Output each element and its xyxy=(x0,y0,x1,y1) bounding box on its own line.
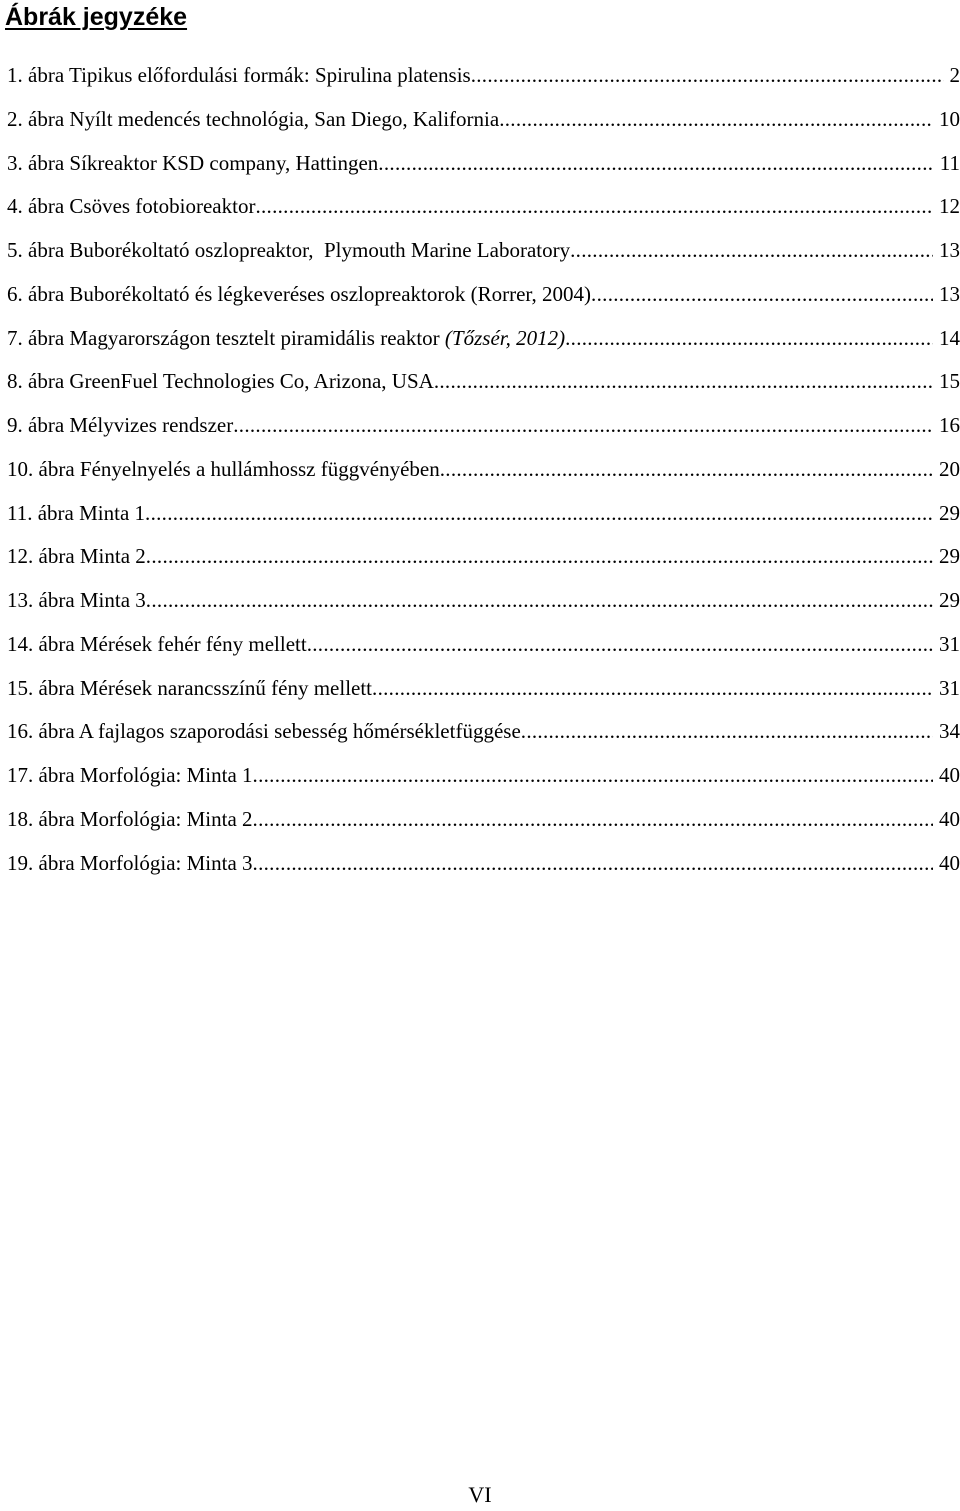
figure-number: 9. xyxy=(7,413,23,437)
figure-label: ábra Buborékoltató és légkeveréses oszlopreaktorok (Rorrer, 2004) xyxy=(28,281,592,306)
figure-page-number: 11 xyxy=(939,150,960,175)
dot-leader xyxy=(146,543,933,569)
figure-page-number: 29 xyxy=(939,500,960,525)
figure-entry[interactable] xyxy=(7,150,960,194)
figure-page-number: 40 xyxy=(939,850,960,875)
figure-page-number: 12 xyxy=(939,194,960,219)
figure-label: ábra Nyílt medencés technológia, San Diego, Kalifornia xyxy=(28,106,500,131)
figure-entry[interactable] xyxy=(7,806,960,850)
figure-number: 14. xyxy=(7,631,34,656)
figure-label: ábra Síkreaktor KSD company, Hattingen xyxy=(28,150,379,175)
figure-number: 15. xyxy=(7,675,34,700)
figure-label: ábra Morfológia: Minta 1 xyxy=(38,763,253,787)
dot-leader xyxy=(145,500,933,526)
figure-label: ábra Mérések narancsszínű fény mellett xyxy=(38,675,373,700)
figure-label: ábra Minta 3 xyxy=(38,588,146,612)
figure-entry[interactable] xyxy=(7,412,960,456)
dot-leader xyxy=(378,150,933,176)
figure-number: 6. xyxy=(7,281,23,306)
figure-label: ábra Minta 1 xyxy=(37,500,146,525)
page-number-footer: VI xyxy=(468,1482,492,1507)
figure-label: ábra Fényelnyelés a hullámhossz függvényében xyxy=(38,456,440,481)
figure-entry[interactable] xyxy=(7,500,960,544)
figure-number: 2. xyxy=(7,106,23,131)
figure-entry-title xyxy=(7,718,521,744)
figure-page-number: 31 xyxy=(939,675,960,700)
figure-number: 11. xyxy=(7,500,33,525)
dot-leader xyxy=(440,456,933,482)
dot-leader xyxy=(565,325,933,351)
figure-number: 5. xyxy=(7,238,23,262)
figure-label: ábra Csöves fotobioreaktor xyxy=(28,194,256,219)
figure-entry[interactable] xyxy=(7,281,960,325)
figure-number: 3. xyxy=(7,150,23,175)
dot-leader xyxy=(372,675,933,701)
figure-page-number: 34 xyxy=(939,719,960,744)
dot-leader xyxy=(471,62,944,88)
figure-label: ábra Buborékoltató oszlopreaktor, Plymouth Marine Laboratory xyxy=(28,238,571,262)
figure-page-number: 40 xyxy=(939,806,960,831)
figure-entry[interactable] xyxy=(7,543,960,587)
dot-leader xyxy=(146,587,933,613)
dot-leader xyxy=(434,368,933,394)
figure-entry[interactable] xyxy=(7,762,960,806)
figure-entry-title xyxy=(7,368,434,394)
figure-page-number: 29 xyxy=(939,588,960,612)
figure-entry[interactable] xyxy=(7,325,960,369)
figure-entry[interactable] xyxy=(7,850,960,894)
figure-entry[interactable] xyxy=(7,368,960,412)
figure-entry-title xyxy=(7,62,471,88)
dot-leader xyxy=(253,850,933,876)
figure-number: 8. xyxy=(7,369,23,394)
figure-entry[interactable] xyxy=(7,456,960,500)
list-of-figures-heading: Ábrák jegyzéke xyxy=(5,3,188,31)
dot-leader xyxy=(307,631,933,657)
figure-entry-title xyxy=(7,237,570,263)
figure-page-number: 31 xyxy=(939,631,960,656)
figure-page-number: 2 xyxy=(949,63,960,87)
figure-page-number: 10 xyxy=(939,106,960,131)
figure-entry[interactable] xyxy=(7,718,960,762)
figure-page-number: 16 xyxy=(939,413,960,437)
figure-number: 19. xyxy=(7,850,34,875)
figure-entry[interactable] xyxy=(7,62,960,106)
figure-number: 13. xyxy=(7,588,34,612)
figure-label: ábra GreenFuel Technologies Co, Arizona, USA xyxy=(28,369,434,394)
figure-page-number: 13 xyxy=(939,238,960,262)
figure-entry-title xyxy=(7,150,378,176)
figure-page-number: 29 xyxy=(939,544,960,569)
figure-entry-title xyxy=(7,806,253,832)
figure-page-number: 40 xyxy=(939,763,960,787)
dot-leader xyxy=(253,762,933,788)
figure-entry-title xyxy=(7,106,499,132)
figure-entry-title xyxy=(7,631,307,657)
dot-leader xyxy=(521,718,933,744)
figure-entry-title xyxy=(7,281,591,307)
figure-entry[interactable] xyxy=(7,106,960,150)
figure-entry-title xyxy=(7,850,253,876)
figure-label: ábra Tipikus előfordulási formák: Spirulina platensis xyxy=(28,63,471,87)
figure-entry-title xyxy=(7,193,255,219)
figure-page-number: 13 xyxy=(939,281,960,306)
figure-number: 7. xyxy=(7,325,23,350)
figure-entry[interactable] xyxy=(7,631,960,675)
figure-number: 4. xyxy=(7,194,23,219)
figure-entry-title xyxy=(7,456,440,482)
figure-page-number: 14 xyxy=(939,325,960,350)
figure-entry-title xyxy=(7,543,146,569)
figure-label: ábra Mélyvizes rendszer xyxy=(28,413,234,437)
figure-label: ábra Morfológia: Minta 3 xyxy=(38,850,253,875)
figure-page-number: 15 xyxy=(939,369,960,394)
figure-number: 18. xyxy=(7,806,34,831)
figure-list xyxy=(7,62,960,893)
figure-number: 16. xyxy=(7,719,34,744)
figure-entry[interactable] xyxy=(7,193,960,237)
figure-label: ábra A fajlagos szaporodási sebesség hőmérsékletfüggése xyxy=(38,719,521,744)
figure-entry-title xyxy=(7,587,146,613)
figure-entry-title xyxy=(7,500,145,526)
dot-leader xyxy=(233,412,933,438)
figure-number: 17. xyxy=(7,763,34,787)
figure-label: ábra Mérések fehér fény mellett xyxy=(38,631,307,656)
figure-label: ábra Morfológia: Minta 2 xyxy=(38,806,253,831)
figure-entry-title xyxy=(7,675,372,701)
figure-citation: (Tőzsér, 2012) xyxy=(444,325,566,350)
figure-entry-title xyxy=(7,762,253,788)
figure-label: ábra Minta 2 xyxy=(38,544,146,569)
figure-entry[interactable] xyxy=(7,237,960,281)
dot-leader xyxy=(591,281,933,307)
figure-entry[interactable] xyxy=(7,675,960,719)
figure-number: 10. xyxy=(7,456,34,481)
figure-entry-title xyxy=(7,325,565,351)
figure-entry-title xyxy=(7,412,233,438)
figure-number: 12. xyxy=(7,544,34,569)
figure-page-number: 20 xyxy=(939,456,960,481)
figure-entry[interactable] xyxy=(7,587,960,631)
dot-leader xyxy=(499,106,933,132)
dot-leader xyxy=(255,193,933,219)
figure-label: ábra Magyarországon tesztelt piramidális reaktor xyxy=(28,325,445,350)
figure-number: 1. xyxy=(7,63,23,87)
dot-leader xyxy=(253,806,933,832)
dot-leader xyxy=(570,237,933,263)
